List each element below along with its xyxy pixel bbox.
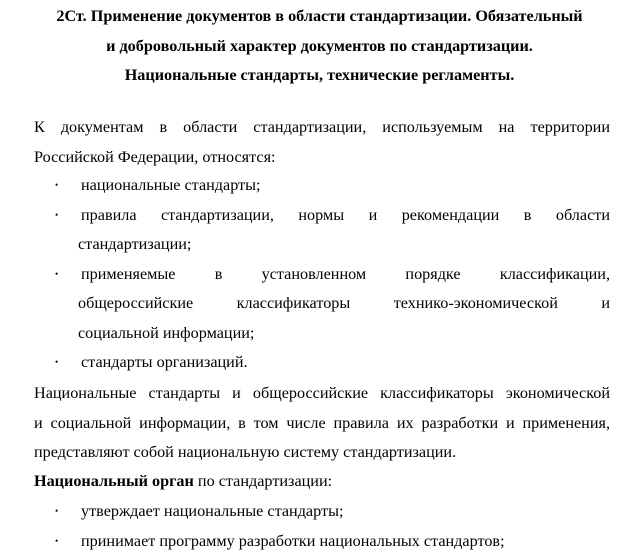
list-item-text: стандарты организаций. <box>81 353 248 371</box>
bullet-icon: • <box>55 171 58 201</box>
national-body-list <box>0 497 639 556</box>
title-line: Национальные стандарты, технические регламенты. <box>20 61 619 91</box>
list-item-text: социальной информации; <box>78 319 610 349</box>
title-line: и добровольный характер документов по стандартизации. <box>20 32 619 62</box>
list-item-text: принимает программу разработки национальных стандартов; <box>81 532 505 550</box>
list-item <box>0 260 639 349</box>
page-title <box>20 2 619 91</box>
list-item <box>0 171 639 201</box>
bullet-icon: • <box>55 260 58 290</box>
national-system-paragraph <box>34 379 610 468</box>
intro-line: Российской Федерации, относятся: <box>34 148 276 166</box>
list-item-text: применяемые в установленном порядке классификации, <box>81 260 610 290</box>
bullet-icon: • <box>55 201 58 231</box>
list-item-text: национальные стандарты; <box>81 176 261 194</box>
list-item-text: правила стандартизации, нормы и рекомендации в области <box>81 201 610 231</box>
list-item-text: общероссийские классификаторы технико-экономической и <box>78 289 610 319</box>
intro-paragraph <box>34 113 610 172</box>
list-item-text: стандартизации; <box>78 230 610 260</box>
paragraph-line: представляют собой национальную систему стандартизации. <box>34 438 610 468</box>
documents-list <box>0 171 639 378</box>
list-item <box>0 201 639 260</box>
bullet-icon: • <box>55 348 58 378</box>
paragraph-line: Национальные стандарты и общероссийские классификаторы экономической <box>34 379 610 409</box>
title-line: 2Ст. Применение документов в области стандартизации. Обязательный <box>20 2 619 32</box>
national-body-text: по стандартизации: <box>194 472 332 490</box>
list-item <box>0 348 639 378</box>
national-body-label: Национальный орган <box>34 472 194 490</box>
paragraph-line: и социальной информации, в том числе правила их разработки и применения, <box>34 409 610 439</box>
list-item-text: утверждает национальные стандарты; <box>81 502 343 520</box>
bullet-icon: • <box>55 497 58 527</box>
list-item <box>0 527 639 556</box>
intro-line: К документам в области стандартизации, используемым на территории <box>34 113 610 143</box>
bullet-icon: • <box>55 527 58 556</box>
list-item <box>0 497 639 527</box>
national-body-heading <box>34 467 610 497</box>
